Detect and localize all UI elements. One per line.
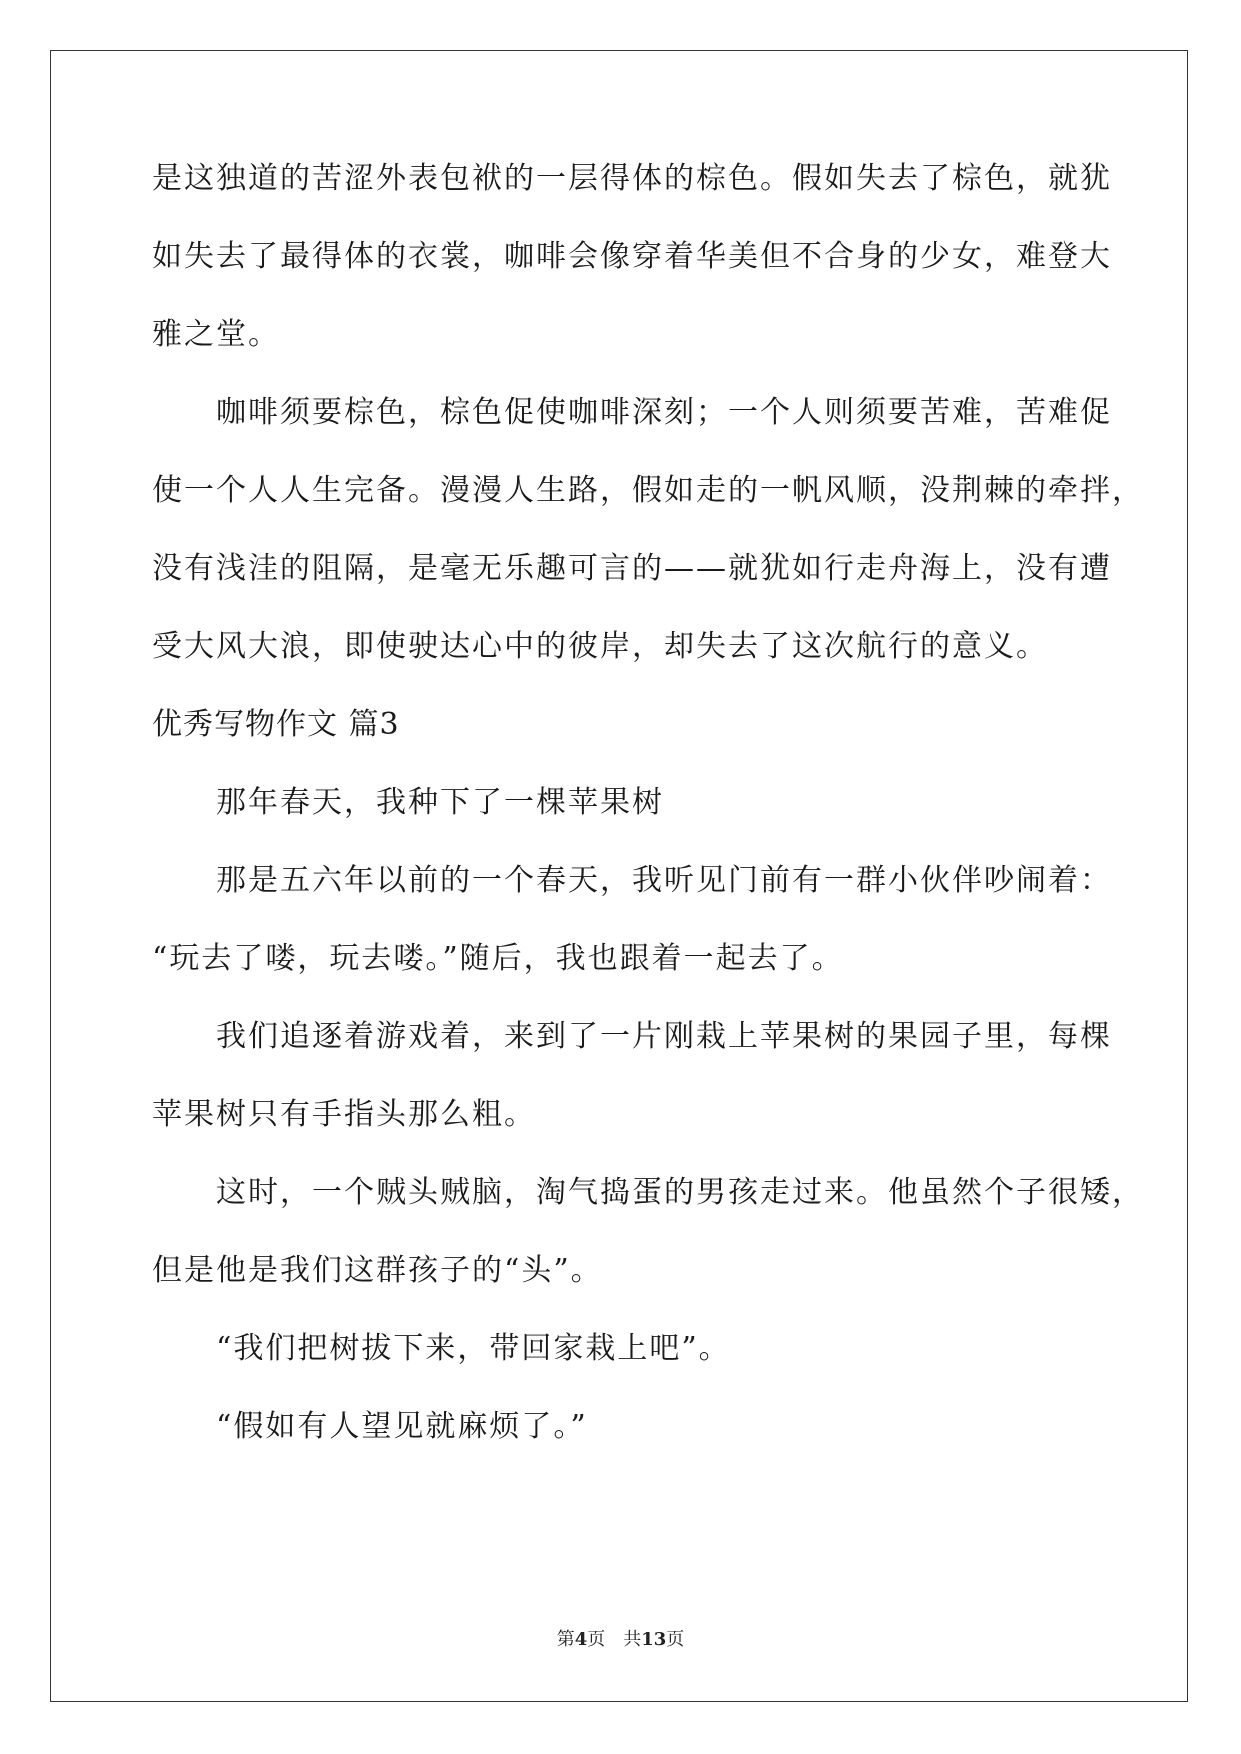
- page-suffix: 页: [587, 1629, 606, 1650]
- document-body: [152, 160, 1144, 1486]
- text-line: 使一个人人生完备。漫漫人生路，假如走的一帆风顺，没荆棘的牵拌，: [152, 473, 1144, 508]
- article-title: 那年春天，我种下了一棵苹果树: [216, 785, 664, 820]
- section-heading: 优秀写物作文 篇3: [152, 707, 400, 742]
- text-line: 雅之堂。: [152, 317, 280, 352]
- total-suffix: 页: [666, 1629, 685, 1650]
- text-line: 没有浅洼的阻隔，是毫无乐趣可言的——就犹如行走舟海上，没有遭: [152, 551, 1112, 586]
- total-prefix: 共: [623, 1629, 642, 1650]
- paragraph-start: 我们追逐着游戏着，来到了一片刚栽上苹果树的果园子里，每棵: [216, 1019, 1112, 1054]
- paragraph-start: 咖啡须要棕色，棕色促使咖啡深刻；一个人则须要苦难，苦难促: [216, 395, 1112, 430]
- text-line: 是这独道的苦涩外表包袱的一层得体的棕色。假如失去了棕色，就犹: [152, 161, 1112, 196]
- text-line: “玩去了喽，玩去喽。”随后，我也跟着一起去了。: [152, 941, 844, 976]
- text-line: 如失去了最得体的衣裳，咖啡会像穿着华美但不合身的少女，难登大: [152, 239, 1112, 274]
- text-line: 但是他是我们这群孩子的“头”。: [152, 1253, 603, 1288]
- page-footer: [0, 1628, 1241, 1652]
- paragraph-start: 那是五六年以前的一个春天，我听见门前有一群小伙伴吵闹着：: [216, 863, 1112, 898]
- paragraph-start: 这时，一个贼头贼脑，淘气捣蛋的男孩走过来。他虽然个子很矮，: [216, 1175, 1144, 1210]
- dialogue-line: “我们把树拔下来，带回家栽上吧”。: [216, 1331, 731, 1366]
- page-prefix: 第: [556, 1629, 575, 1650]
- total-pages: 13: [641, 1629, 667, 1650]
- dialogue-line: “假如有人望见就麻烦了。”: [216, 1409, 588, 1444]
- page-number: 4: [574, 1629, 588, 1650]
- text-line: 苹果树只有手指头那么粗。: [152, 1097, 536, 1132]
- text-line: 受大风大浪，即使驶达心中的彼岸，却失去了这次航行的意义。: [152, 629, 1048, 664]
